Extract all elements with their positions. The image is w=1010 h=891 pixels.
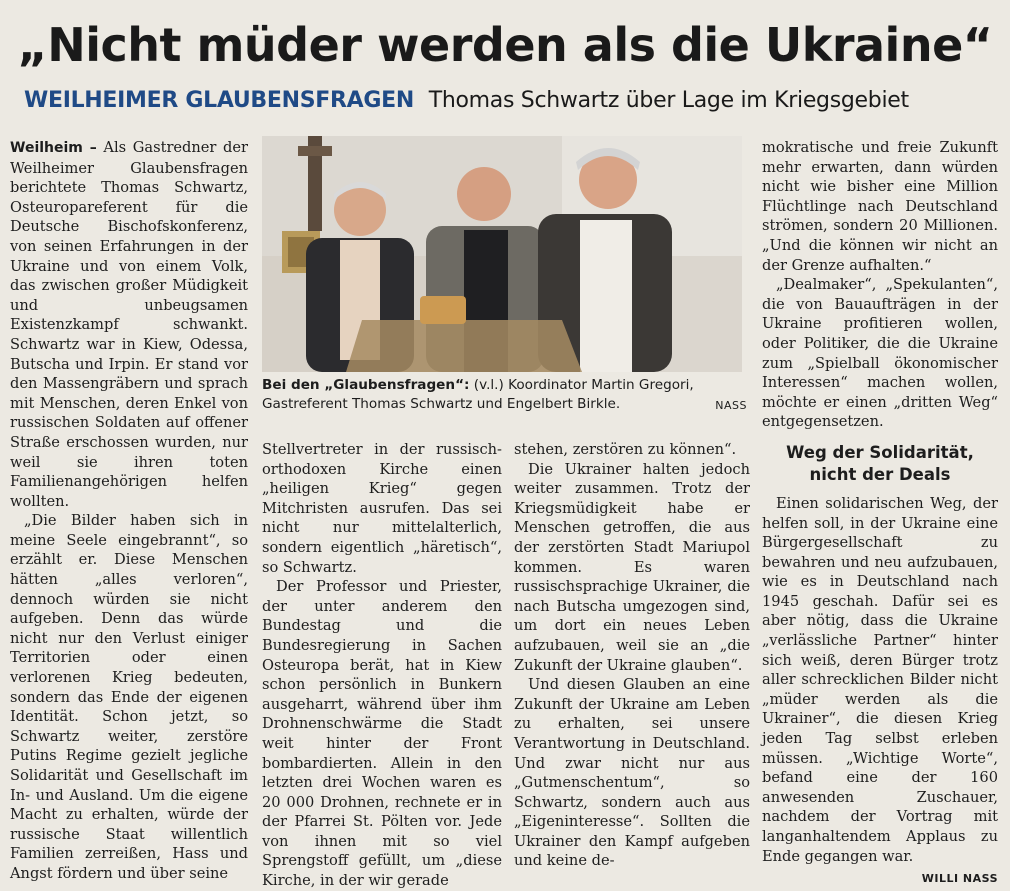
column-1 [10,138,248,884]
photo-credit: NASS [715,399,747,412]
column-2 [262,440,502,891]
column-3 [514,440,750,871]
kicker: WEILHEIMER GLAUBENSFRAGEN [24,88,414,113]
paragraph: Der Professor und Priester, der unter anderem den Bundestag und die Bundesregierung in Sachen Osteuropa berät, hat in Kiew schon persönlich in Bunkern ausgeharrt, während über ihm Drohnenschwärme die Stadt weit hinter der Front bombardierten. Allein in den letzten drei Wochen waren es 20 000 Drohnen, rechnete er in der Pfarrei St. Pölten vor. Jede von ihnen mit so viel Sprengstoff gefüllt, um „diese Kirche, in der wir gerade [262,578,502,890]
section-subtitle: Weg der Solidarität, nicht der Deals [786,442,974,484]
paragraph: „Die Bilder haben sich in meine Seele eingebrannt“, so erzählt er. Diese Menschen hätten „alles verloren“, dennoch würden sie nicht aufgeben. Denn das würde nicht nur den Verlust einiger Territorien oder einen verlorenen Krieg bedeuten, sondern das Ende der eigenen Identität. Schon jetzt, so Schwartz weiter, zerstöre Putins Regime gezielt jegliche Solidarität und Gesellschaft im In- und Ausland. Um die eigene Macht zu erhalten, würde der russische Staat willentlich Familien zerreißen, Hass und Angst fördern und über seine [10,512,248,882]
caption-text: (v.l.) Koordinator Martin Gregori, Gastreferent Thomas Schwartz und Engelbert Birkle. [262,377,694,412]
headline: „Nicht müder werden als die Ukraine“ [17,18,993,72]
photo-illustration [262,136,742,372]
deck: Thomas Schwartz über Lage im Kriegsgebiet [428,88,909,113]
paragraph: mokratische und freie Zukunft mehr erwarten, dann würden nicht wie bisher eine Million Flüchtlinge nach Deutschland strömen, sondern 20 Millionen. „Und die können wir nicht an der Grenze aufhalten.“ [762,139,998,274]
subheadline [24,88,994,113]
paragraph-text: Als Gastredner der Weilheimer Glaubensfragen berichtete Thomas Schwartz, Osteuropareferent für die Deutsche Bischofskonferenz, von seinen Erfahrungen in der Ukraine und von einem Volk, das zwischen großer Müdigkeit und unbeugsamen Existenzkampf schwankt. Schwartz war in Kiew, Odessa, Butscha und Irpin. Er stand vor den Massengräbern und sprach mit Menschen, deren Enkel von russischen Soldaten auf offener Straße erschossen wurden, nur weil sie ihren toten Familienangehörigen helfen wollten. [10,139,249,510]
paragraph [10,138,248,511]
paragraph [762,494,998,886]
photo-caption [262,376,747,415]
article-photo [262,136,742,372]
column-4 [762,138,998,889]
dateline: Weilheim – [10,140,97,156]
paragraph: Stellvertreter in der russisch-orthodoxen Kirche einen „heiligen Krieg“ gegen Mitchristen ausrufen. Das sei nicht nur mittelalterlich, sondern eigentlich „häretisch“, so Schwartz. [262,441,502,576]
paragraph: stehen, zerstören zu können“. [514,441,737,458]
caption-lead: Bei den „Glaubensfragen“: [262,377,470,393]
paragraph: Und diesen Glauben an eine Zukunft der Ukraine am Leben zu erhalten, sei unsere Verantwortung in Deutschland. Und zwar nicht nur aus „Gutmenschentum“, so Schwartz, sondern auch aus „Eigeninteresse“. Sollten die Ukrainer den Kampf aufgeben und keine de- [514,676,750,870]
paragraph: „Dealmaker“, „Spekulanten“, die von Bauaufträgen in der Ukraine profitieren wollen, oder Politiker, die die Ukraine zum „Spielball ökonomischer Interessen“ machen wollen, möchte er einen „dritten Weg“ entgegensetzen. [762,276,998,431]
paragraph: Die Ukrainer halten jedoch weiter zusammen. Trotz der Kriegsmüdigkeit habe er Menschen getroffen, die aus der zerstörten Stadt Mariupol kommen. Es waren russischsprachige Ukrainer, die nach Butscha umgezogen sind, um dort ein neues Leben aufzubauen, weil sie an „die Zukunft der Ukraine glauben“. [514,460,750,674]
author-byline: WILLI NASS [921,872,998,886]
paragraph-text: Einen solidarischen Weg, der helfen soll, in der Ukraine eine Bürgergesellschaft zu bewahren und neu aufzubauen, wie es in Deutschland nach 1945 geschah. Dafür sei es aber nötig, dass die Ukraine „verlässliche Partner“ hinter sich weiß, deren Bürger trotz aller schrecklichen Bilder nicht „müder werden als die Ukrainer“, die diesen Krieg jeden Tag selbst erleben müssen. „Wichtige Worte“, befand eine der 160 anwesenden Zuschauer, nachdem der Vortrag mit langanhaltendem Applaus zu Ende gegangen war. [762,494,998,865]
